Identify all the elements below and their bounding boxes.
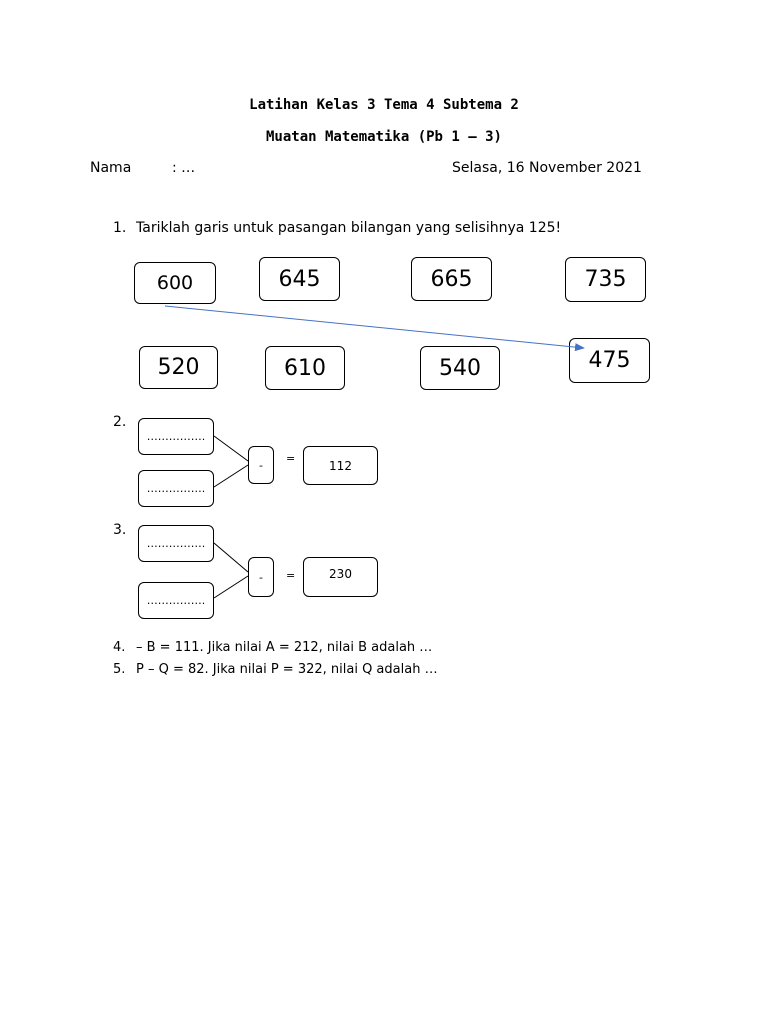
q1-text: Tariklah garis untuk pasangan bilangan yang selisihnya 125! xyxy=(136,220,562,236)
number-box-475[interactable]: 475 xyxy=(569,338,650,383)
q3-equals-sign: = xyxy=(286,569,296,582)
number-box-520[interactable]: 520 xyxy=(139,346,218,389)
q4-number: 4. xyxy=(113,640,126,655)
q3-connector-bottom xyxy=(214,576,248,598)
q2-blank-box-2[interactable]: ……………. xyxy=(138,470,214,507)
q2-number: 2. xyxy=(113,414,127,430)
date-text: Selasa, 16 November 2021 xyxy=(452,160,642,176)
name-label: Nama xyxy=(90,160,132,176)
q3-result-box: 230 xyxy=(303,557,378,597)
q2-equals-sign: = xyxy=(286,452,296,465)
q3-connector-top xyxy=(214,543,248,572)
q3-operator-box: - xyxy=(248,557,274,597)
q3-blank-box-1[interactable]: ……………. xyxy=(138,525,214,562)
name-value: : … xyxy=(172,160,196,176)
q2-operator-box: - xyxy=(248,446,274,484)
q5-number: 5. xyxy=(113,662,126,677)
q2-connector-bottom xyxy=(214,465,248,487)
worksheet-title: Latihan Kelas 3 Tema 4 Subtema 2 xyxy=(249,97,519,113)
match-arrow-600-475 xyxy=(165,306,584,348)
number-box-665[interactable]: 665 xyxy=(411,257,492,301)
number-box-540[interactable]: 540 xyxy=(420,346,500,390)
number-box-600[interactable]: 600 xyxy=(134,262,216,304)
worksheet-subtitle: Muatan Matematika (Pb 1 – 3) xyxy=(265,129,502,145)
number-box-610[interactable]: 610 xyxy=(265,346,345,390)
q2-blank-box-1[interactable]: ……………. xyxy=(138,418,214,455)
q2-connector-top xyxy=(214,436,248,461)
number-box-735[interactable]: 735 xyxy=(565,257,646,302)
q3-blank-box-2[interactable]: ……………. xyxy=(138,582,214,619)
q1-number: 1. xyxy=(113,220,127,236)
q5-text: P – Q = 82. Jika nilai P = 322, nilai Q adalah … xyxy=(136,662,438,677)
q2-result-box: 112 xyxy=(303,446,378,485)
q4-text: – B = 111. Jika nilai A = 212, nilai B adalah … xyxy=(136,640,433,655)
number-box-645[interactable]: 645 xyxy=(259,257,340,301)
q3-number: 3. xyxy=(113,522,127,538)
